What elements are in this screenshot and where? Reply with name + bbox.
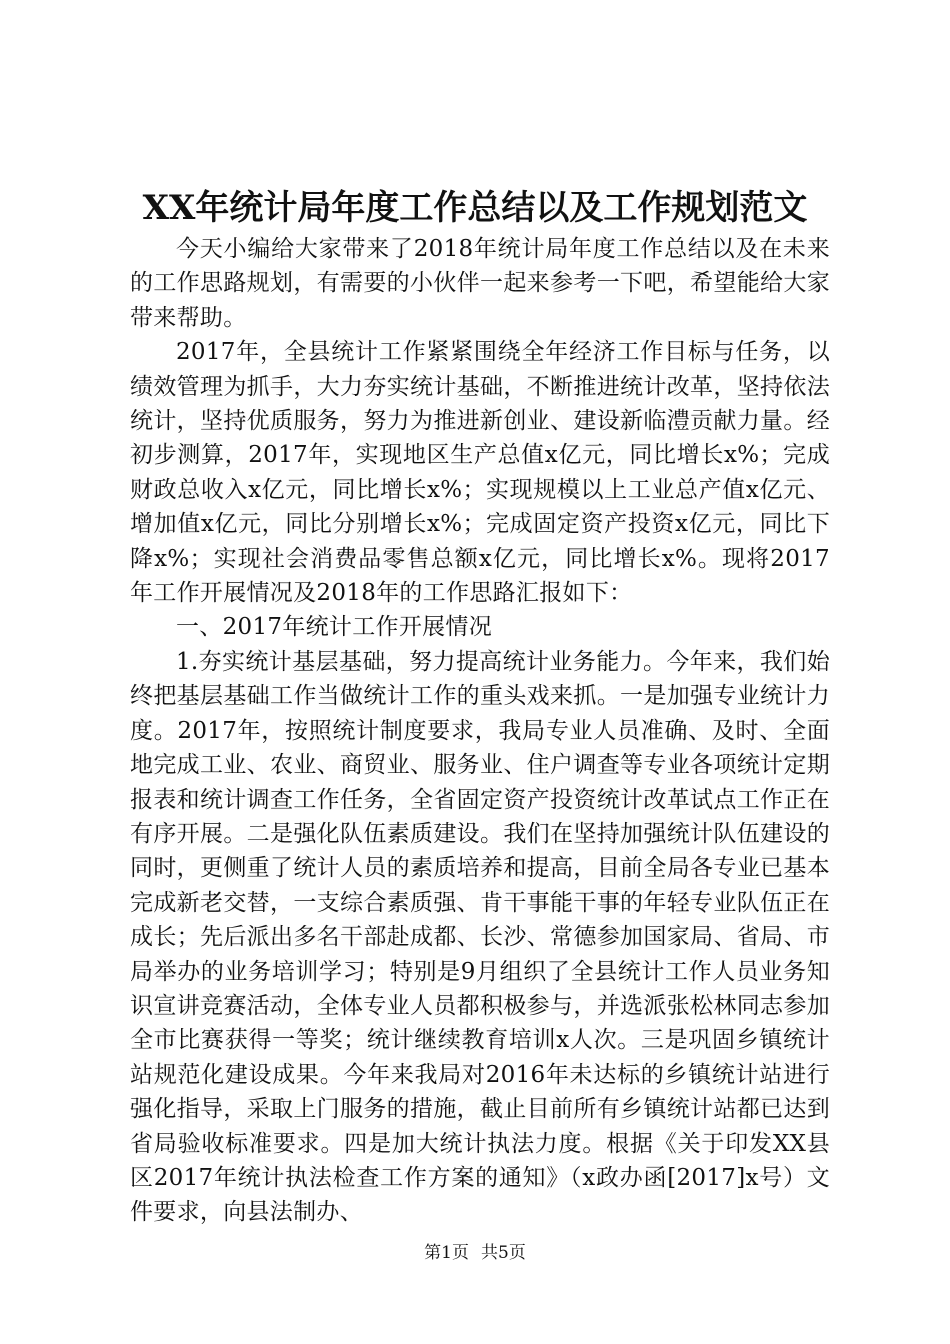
page-number: 第1页 bbox=[424, 1243, 469, 1263]
paragraph-section-1: 1.夯实统计基层基础，努力提高统计业务能力。今年来，我们始终把基层基础工作当做统计工作的重头戏来抓。一是加强专业统计力度。2017年，按照统计制度要求，我局专业人员准确、及时、全面地完成工业、农业、商贸业、服务业、住户调查等专业各项统计定期报表和统计调查工作任务，全省固定资产投资统计改革试点工作正在有序开展。二是强化队伍素质建设。我们在坚持加强统计队伍建设的同时，更侧重了统计人员的素质培养和提高，目前全局各专业已基本完成新老交替，一支综合素质强、肯干事能干事的年轻专业队伍正在成长；先后派出多名干部赴成都、长沙、常德参加国家局、省局、市局举办的业务培训学习；特别是9月组织了全县统计工作人员业务知识宣讲竞赛活动，全体专业人员都积极参与，并选派张松林同志参加全市比赛获得一等奖；统计继续教育培训x人次。三是巩固乡镇统计站规范化建设成果。今年来我局对2016年未达标的乡镇统计站进行强化指导，采取上门服务的措施，截止目前所有乡镇统计站都已达到省局验收标准要求。四是加大统计执法力度。根据《关于印发XX县区2017年统计执法检查工作方案的通知》（x政办函[2017]x号）文件要求，向县法制办、 bbox=[130, 648, 830, 1226]
document-title: XX年统计局年度工作总结以及工作规划范文 bbox=[142, 188, 808, 228]
page-footer bbox=[0, 1241, 950, 1265]
section-heading: 一、2017年统计工作开展情况 bbox=[176, 614, 493, 641]
document-body bbox=[130, 232, 830, 1230]
page-total: 共5页 bbox=[481, 1243, 526, 1263]
paragraph-summary: 2017年，全县统计工作紧紧围绕全年经济工作目标与任务，以绩效管理为抓手，大力夯实统计基础，不断推进统计改革，坚持依法统计，坚持优质服务，努力为推进新创业、建设新临澧贡献力量。经初步测算，2017年，实现地区生产总值x亿元，同比增长x%；完成财政总收入x亿元，同比增长x%；实现规模以上工业总产值x亿元、增加值x亿元，同比分别增长x%；完成固定资产投资x亿元，同比下降x%；实现社会消费品零售总额x亿元，同比增长x%。现将2017年工作开展情况及2018年的工作思路汇报如下： bbox=[130, 339, 830, 607]
paragraph-intro: 今天小编给大家带来了2018年统计局年度工作总结以及在未来的工作思路规划，有需要的小伙伴一起来参考一下吧，希望能给大家带来帮助。 bbox=[130, 236, 830, 331]
